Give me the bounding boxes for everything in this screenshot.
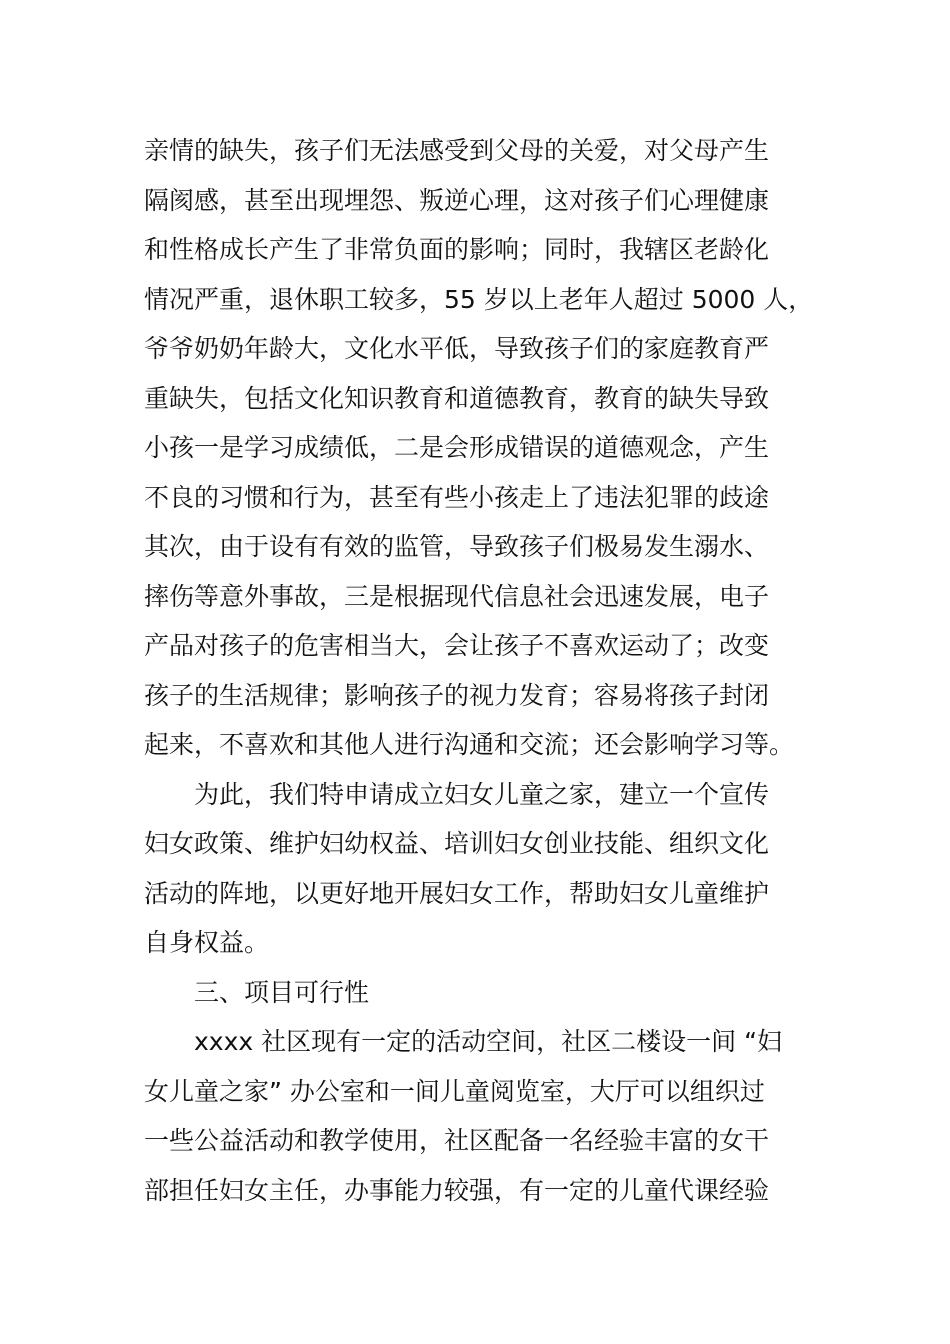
text-line: 产品对孩子的危害相当大，会让孩子不喜欢运动了；改变	[144, 631, 770, 660]
text-line: 和性格成长产生了非常负面的影响；同时，我辖区老龄化	[144, 235, 770, 264]
paragraph-first-line: xxxx 社区现有一定的活动空间，社区二楼设一间 “妇	[194, 1027, 783, 1056]
text-line: 情况严重，退休职工较多，55 岁以上老年人超过 5000 人，	[144, 284, 814, 314]
section-heading: 三、项目可行性	[194, 977, 370, 1007]
text-line: 亲情的缺失，孩子们无法感受到父母的关爱，对父母产生	[144, 136, 770, 165]
text-line: 自身权益。	[144, 928, 270, 957]
text-line: 活动的阵地，以更好地开展妇女工作，帮助妇女儿童维护	[144, 878, 770, 908]
text-line: 小孩一是学习成绩低，二是会形成错误的道德观念，产生	[144, 433, 770, 462]
text-line: 部担任妇女主任，办事能力较强，有一定的儿童代课经验	[144, 1175, 770, 1205]
text-line: 起来，不喜欢和其他人进行沟通和交流；还会影响学习等。	[144, 730, 795, 759]
text-line: 重缺失，包括文化知识教育和道德教育，教育的缺失导致	[144, 383, 770, 413]
text-line: 摔伤等意外事故，三是根据现代信息社会迅速发展，电子	[144, 581, 770, 611]
paragraph-first-line: 为此，我们特申请成立妇女儿童之家，建立一个宣传	[194, 779, 770, 809]
text-line: 孩子的生活规律；影响孩子的视力发育；容易将孩子封闭	[144, 680, 770, 710]
text-line: 一些公益活动和教学使用，社区配备一名经验丰富的女干	[144, 1126, 770, 1155]
text-line: 隔阂感，甚至出现埋怨、叛逆心理，这对孩子们心理健康	[144, 185, 770, 215]
text-line: 爷爷奶奶年龄大，文化水平低，导致孩子们的家庭教育严	[144, 334, 770, 363]
body-text	[144, 126, 844, 1215]
text-line: 不良的习惯和行为，甚至有些小孩走上了违法犯罪的歧途	[144, 482, 770, 512]
text-line: 女儿童之家” 办公室和一间儿童阅览室，大厅可以组织过	[144, 1076, 765, 1106]
text-line: 其次，由于设有有效的监管，导致孩子们极易发生溺水、	[144, 532, 770, 561]
text-line: 妇女政策、维护妇幼权益、培训妇女创业技能、组织文化	[144, 829, 770, 858]
